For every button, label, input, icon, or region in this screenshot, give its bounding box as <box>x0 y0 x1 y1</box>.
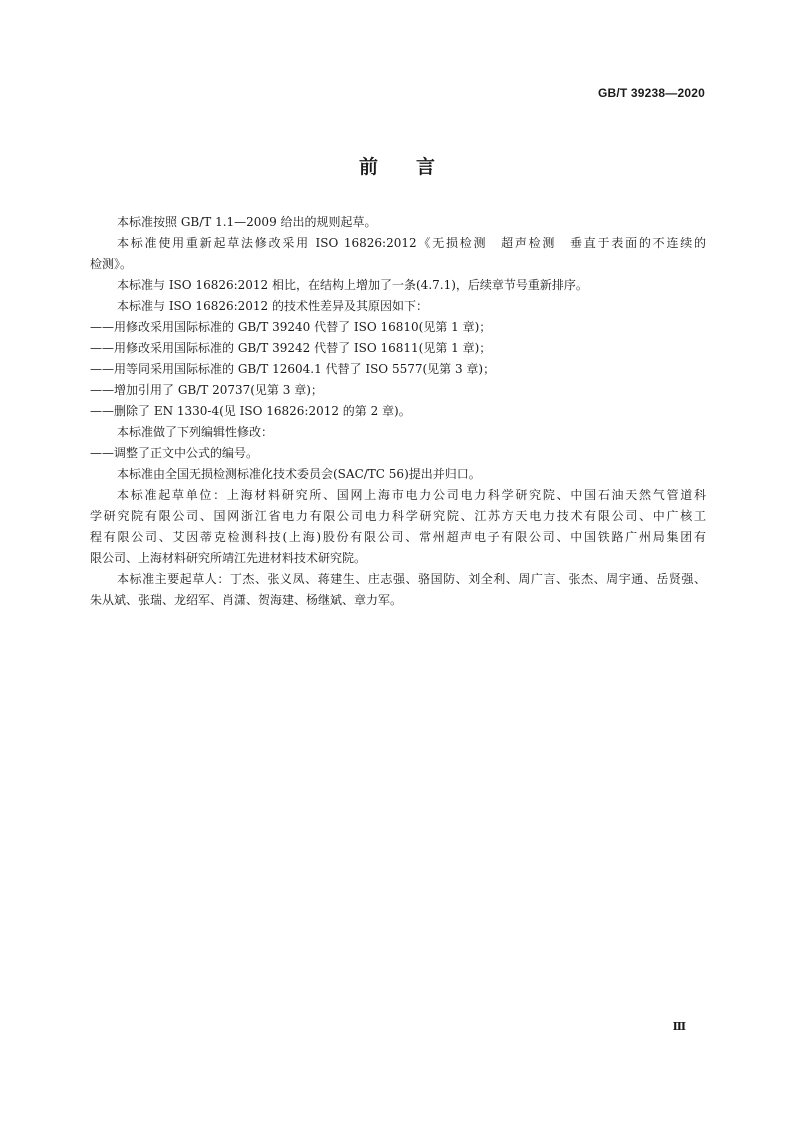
paragraph-line: 学研究院有限公司、国网浙江省电力有限公司电力科学研究院、江苏方天电力技术有限公司、中广核工 <box>90 509 706 523</box>
paragraph-line: 本标准与 ISO 16826:2012 的技术性差异及其原因如下： <box>117 299 428 313</box>
list-item: ——增加引用了 GB/T 20737(见第 3 章)； <box>90 383 323 397</box>
paragraph-line: 朱从斌、张瑞、龙绍军、肖潇、贺海建、杨继斌、章力军。 <box>90 593 403 607</box>
standard-number: GB/T 39238—2020 <box>597 86 705 100</box>
foreword-body <box>90 212 706 611</box>
list-item: ——调整了正文中公式的编号。 <box>90 446 259 460</box>
paragraph-line: 本标准使用重新起草法修改采用 ISO 16826:2012《无损检测 超声检测 垂直于表面的不连续的 <box>117 236 706 250</box>
paragraph-line: 本标准做了下列编辑性修改： <box>117 425 274 439</box>
page-number: Ⅲ <box>672 1020 686 1033</box>
list-item: ——删除了 EN 1330-4(见 ISO 16826:2012 的第 2 章)。 <box>90 404 411 418</box>
paragraph-line: 本标准起草单位：上海材料研究所、国网上海市电力公司电力科学研究院、中国石油天然气管道科 <box>117 488 706 502</box>
paragraph-line: 本标准主要起草人：丁杰、张义凤、蒋建生、庄志强、骆国防、刘全利、周广言、张杰、周宇通、岳贤强、 <box>117 572 706 586</box>
paragraph-line: 本标准与 ISO 16826:2012 相比，在结构上增加了一条(4.7.1)，后续章节号重新排序。 <box>117 278 588 292</box>
page-title: 前言 <box>358 156 473 178</box>
paragraph-line: 本标准按照 GB/T 1.1—2009 给出的规则起草。 <box>117 215 377 229</box>
paragraph-line: 本标准由全国无损检测标准化技术委员会(SAC/TC 56)提出并归口。 <box>117 467 481 481</box>
paragraph-line: 程有限公司、艾因蒂克检测科技(上海)股份有限公司、常州超声电子有限公司、中国铁路广州局集团有 <box>90 530 706 544</box>
list-item: ——用修改采用国际标准的 GB/T 39242 代替了 ISO 16811(见第 1 章)； <box>90 341 492 355</box>
paragraph-line: 检测》。 <box>90 257 133 271</box>
list-item: ——用修改采用国际标准的 GB/T 39240 代替了 ISO 16810(见第 1 章)； <box>90 320 492 334</box>
paragraph-line: 限公司、上海材料研究所靖江先进材料技术研究院。 <box>90 551 367 565</box>
list-item: ——用等同采用国际标准的 GB/T 12604.1 代替了 ISO 5577(见第 3 章)； <box>90 362 496 376</box>
